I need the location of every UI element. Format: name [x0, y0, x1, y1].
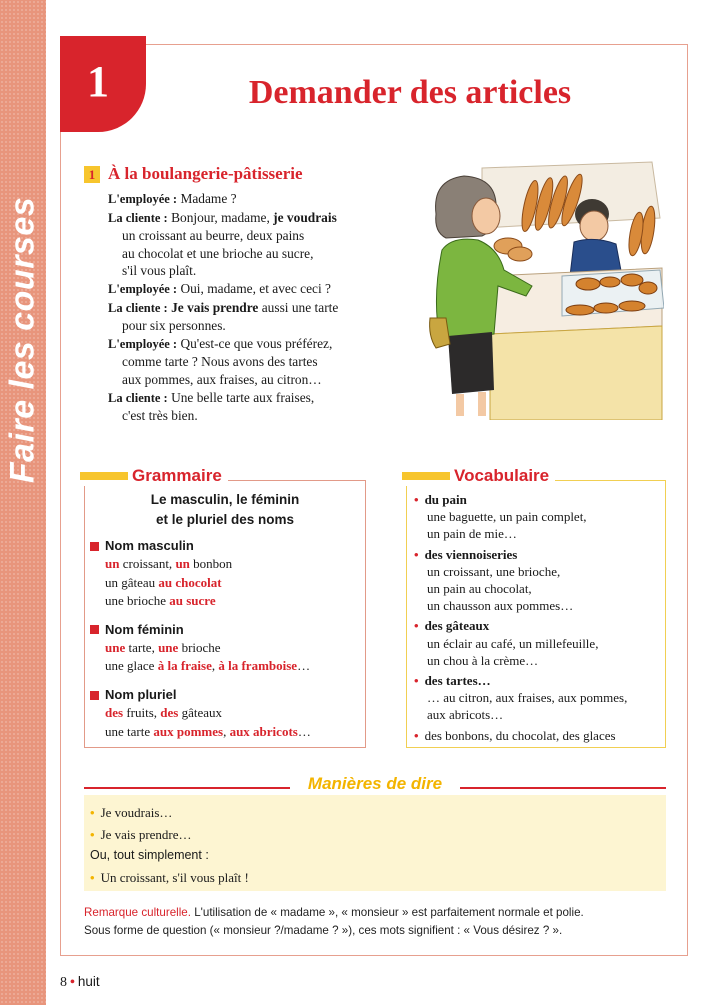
- grammar-text: gâteaux: [178, 705, 222, 721]
- dialogue-turn: [108, 299, 408, 335]
- dialogue-title: À la boulangerie-pâtisserie: [108, 164, 303, 183]
- dialogue-line-continued: s'il vous plaît.: [122, 263, 197, 279]
- bullet-icon: •: [414, 673, 419, 689]
- side-band: [0, 0, 46, 1005]
- dialogue-turn: [108, 280, 408, 299]
- grammar-text: une glace: [105, 658, 158, 674]
- grammar-text: un gâteau: [105, 574, 159, 590]
- bullet-icon: •: [90, 826, 95, 842]
- dialogue-line-continued: comme tarte ? Nous avons des tartes: [122, 354, 318, 370]
- dialogue-line-text: Bonjour, madame,: [167, 209, 274, 225]
- vocabulary-category-label: du pain: [424, 492, 467, 507]
- grammar-group: [90, 621, 360, 676]
- grammar-highlight: des: [105, 705, 124, 721]
- bullet-icon: •: [414, 546, 419, 562]
- vocabulary-category: [414, 727, 662, 744]
- dialogue-text: [108, 190, 408, 425]
- grammar-example: [90, 639, 360, 657]
- manieres-plain-line: Ou, tout simplement :: [90, 848, 209, 862]
- page-number: 8: [60, 975, 67, 990]
- manieres-item: [90, 802, 650, 824]
- manieres-item: [90, 867, 650, 889]
- bullet-icon: •: [414, 492, 419, 507]
- vocabulary-line: … au citron, aux fraises, aux pommes,: [427, 690, 628, 706]
- speaker-label: La cliente :: [108, 390, 168, 405]
- speaker-label: L'employée :: [108, 192, 178, 206]
- cultural-remark: [84, 904, 674, 940]
- vocabulary-category: [414, 672, 662, 689]
- dialogue-number-badge: 1: [84, 166, 100, 183]
- grammar-text: ,: [211, 658, 219, 674]
- vocabulary-item: [414, 617, 662, 669]
- dialogue-line-text: Une belle tarte aux fraises,: [167, 389, 315, 405]
- vocabulary-category-label: des viennoiseries: [424, 546, 518, 562]
- dialogue-line-continued: pour six personnes.: [122, 318, 226, 334]
- grammar-example: [90, 555, 360, 573]
- bullet-icon: •: [414, 618, 419, 634]
- vocabulary-category-label: des bonbons, du chocolat, des glaces: [424, 727, 616, 743]
- dialogue-turn: [108, 389, 408, 425]
- vocabulary-category: [414, 617, 662, 634]
- grammar-text: …: [297, 658, 311, 674]
- vocabulary-heading: [402, 466, 555, 486]
- manieres-item-text: Je voudrais…: [100, 805, 173, 820]
- grammar-text: ,: [223, 723, 230, 739]
- page-number-word: huit: [77, 974, 100, 989]
- vocabulary-category: [414, 546, 662, 563]
- grammar-category-label: Nom féminin: [105, 621, 184, 637]
- grammar-category: [90, 686, 360, 704]
- grammar-list: [90, 537, 360, 751]
- dialogue-line-text: Oui, madame, et avec ceci ?: [177, 280, 332, 296]
- dialogue-line-text: je voudrais: [273, 209, 337, 225]
- vocabulary-line: un éclair au café, un millefeuille,: [427, 635, 599, 651]
- dialogue-line-continued: aux pommes, aux fraises, au citron…: [122, 371, 322, 387]
- grammar-heading: [80, 466, 228, 486]
- grammar-text: brioche: [178, 640, 221, 656]
- grammar-example: [90, 592, 360, 610]
- grammar-category-label: Nom pluriel: [105, 686, 177, 702]
- manieres-rule-right: [460, 787, 666, 789]
- dialogue-line-continued: un croissant au beurre, deux pains: [122, 228, 305, 244]
- dialogue-line-continued: c'est très bien.: [122, 408, 198, 424]
- section-side-title: Faire les courses: [3, 196, 42, 484]
- square-bullet-icon: [90, 542, 99, 551]
- bullet-icon: •: [70, 975, 75, 990]
- vocabulary-line: un chausson aux pommes…: [427, 598, 574, 614]
- vocabulary-item: [414, 491, 662, 543]
- vocabulary-line: aux abricots…: [427, 707, 504, 723]
- dialogue-line-text: Qu'est-ce que vous préférez,: [177, 335, 333, 351]
- vocabulary-category-label: des tartes…: [424, 673, 491, 689]
- speaker-label: La cliente :: [108, 300, 168, 315]
- grammar-highlight: un: [105, 556, 120, 572]
- grammar-text: fruits,: [123, 705, 161, 721]
- vocabulary-item: [414, 727, 662, 744]
- manieres-item-text: Je vais prendre…: [100, 826, 192, 842]
- square-bullet-icon: [90, 625, 99, 634]
- grammar-category-label: Nom masculin: [105, 538, 194, 553]
- lesson-number: 1: [87, 57, 109, 106]
- vocabulary-line: un pain au chocolat,: [427, 581, 532, 597]
- dialogue-turn: [108, 335, 408, 389]
- remark-label: Remarque culturelle.: [84, 906, 191, 919]
- grammar-highlight: au sucre: [169, 593, 216, 609]
- manieres-heading: Manières de dire: [307, 774, 443, 793]
- dialogue-heading: [84, 164, 303, 184]
- vocabulary-category: [414, 491, 662, 508]
- bullet-icon: •: [90, 869, 95, 885]
- grammar-heading-label: Grammaire: [132, 466, 222, 485]
- grammar-text: croissant,: [119, 556, 176, 572]
- grammar-highlight: à la framboise: [218, 658, 298, 674]
- grammar-group: [90, 686, 360, 741]
- grammar-heading-bar: [80, 472, 128, 480]
- vocabulary-line: un chou à la crème…: [427, 652, 539, 668]
- dialogue-line-text: Madame ?: [177, 191, 237, 206]
- dialogue-line-text: Je vais prendre: [171, 299, 259, 315]
- vocabulary-list: [414, 491, 662, 747]
- grammar-highlight: des: [160, 705, 179, 721]
- grammar-category: [90, 537, 360, 555]
- manieres-item-text: Un croissant, s'il vous plaît !: [100, 869, 249, 885]
- grammar-highlight: aux abricots: [229, 723, 298, 739]
- remark-text-1: L'utilisation de « madame », « monsieur » est parfaitement normale et polie.: [190, 906, 584, 919]
- grammar-subtitle-line-1: Le masculin, le féminin: [150, 492, 300, 507]
- grammar-highlight: au chocolat: [158, 574, 222, 590]
- dialogue-turn: [108, 209, 408, 280]
- grammar-category: [90, 621, 360, 639]
- vocabulary-line: un croissant, une brioche,: [427, 563, 561, 579]
- grammar-subtitle: [84, 490, 366, 530]
- vocabulary-heading-bar: [402, 472, 450, 480]
- grammar-example: [90, 574, 360, 592]
- dialogue-line-continued: au chocolat et une brioche au sucre,: [122, 245, 314, 261]
- grammar-text: une tarte: [105, 723, 154, 739]
- grammar-highlight: à la fraise: [157, 658, 212, 674]
- square-bullet-icon: [90, 691, 99, 700]
- speaker-label: La cliente :: [108, 210, 168, 225]
- page-title: Demander des articles: [248, 74, 572, 111]
- vocabulary-item: [414, 546, 662, 615]
- grammar-highlight: une: [158, 640, 179, 656]
- vocabulary-line: un pain de mie…: [427, 526, 517, 542]
- dialogue-line-text: aussi une tarte: [258, 299, 339, 315]
- page-footer: [60, 974, 100, 991]
- grammar-text: tarte,: [125, 640, 159, 656]
- remark-text-2: Sous forme de question (« monsieur ?/madame ? »), ces mots signifient : « Vous désirez ? ».: [84, 924, 563, 937]
- grammar-subtitle-line-2: et le pluriel des noms: [155, 512, 295, 527]
- grammar-text: …: [297, 723, 311, 739]
- grammar-group: [90, 537, 360, 611]
- grammar-example: [90, 704, 360, 722]
- manieres-item: [90, 824, 650, 846]
- manieres-rule-left: [84, 787, 290, 789]
- speaker-label: L'employée :: [108, 281, 178, 296]
- speaker-label: L'employée :: [108, 336, 178, 351]
- grammar-highlight: aux pommes: [153, 723, 224, 739]
- grammar-example: [90, 723, 360, 741]
- vocabulary-line: une baguette, un pain complet,: [427, 509, 587, 525]
- grammar-highlight: une: [105, 640, 126, 656]
- bullet-icon: •: [414, 727, 419, 743]
- vocabulary-heading-label: Vocabulaire: [454, 466, 550, 485]
- vocabulary-category-label: des gâteaux: [424, 618, 490, 634]
- vocabulary-item: [414, 672, 662, 724]
- manieres-list: [90, 802, 650, 888]
- bullet-icon: •: [90, 805, 95, 820]
- grammar-text: une brioche: [105, 593, 170, 609]
- grammar-highlight: un: [175, 556, 190, 572]
- grammar-example: [90, 657, 360, 675]
- bakery-illustration: [412, 158, 664, 420]
- grammar-text: bonbon: [189, 556, 233, 572]
- dialogue-turn: [108, 190, 408, 209]
